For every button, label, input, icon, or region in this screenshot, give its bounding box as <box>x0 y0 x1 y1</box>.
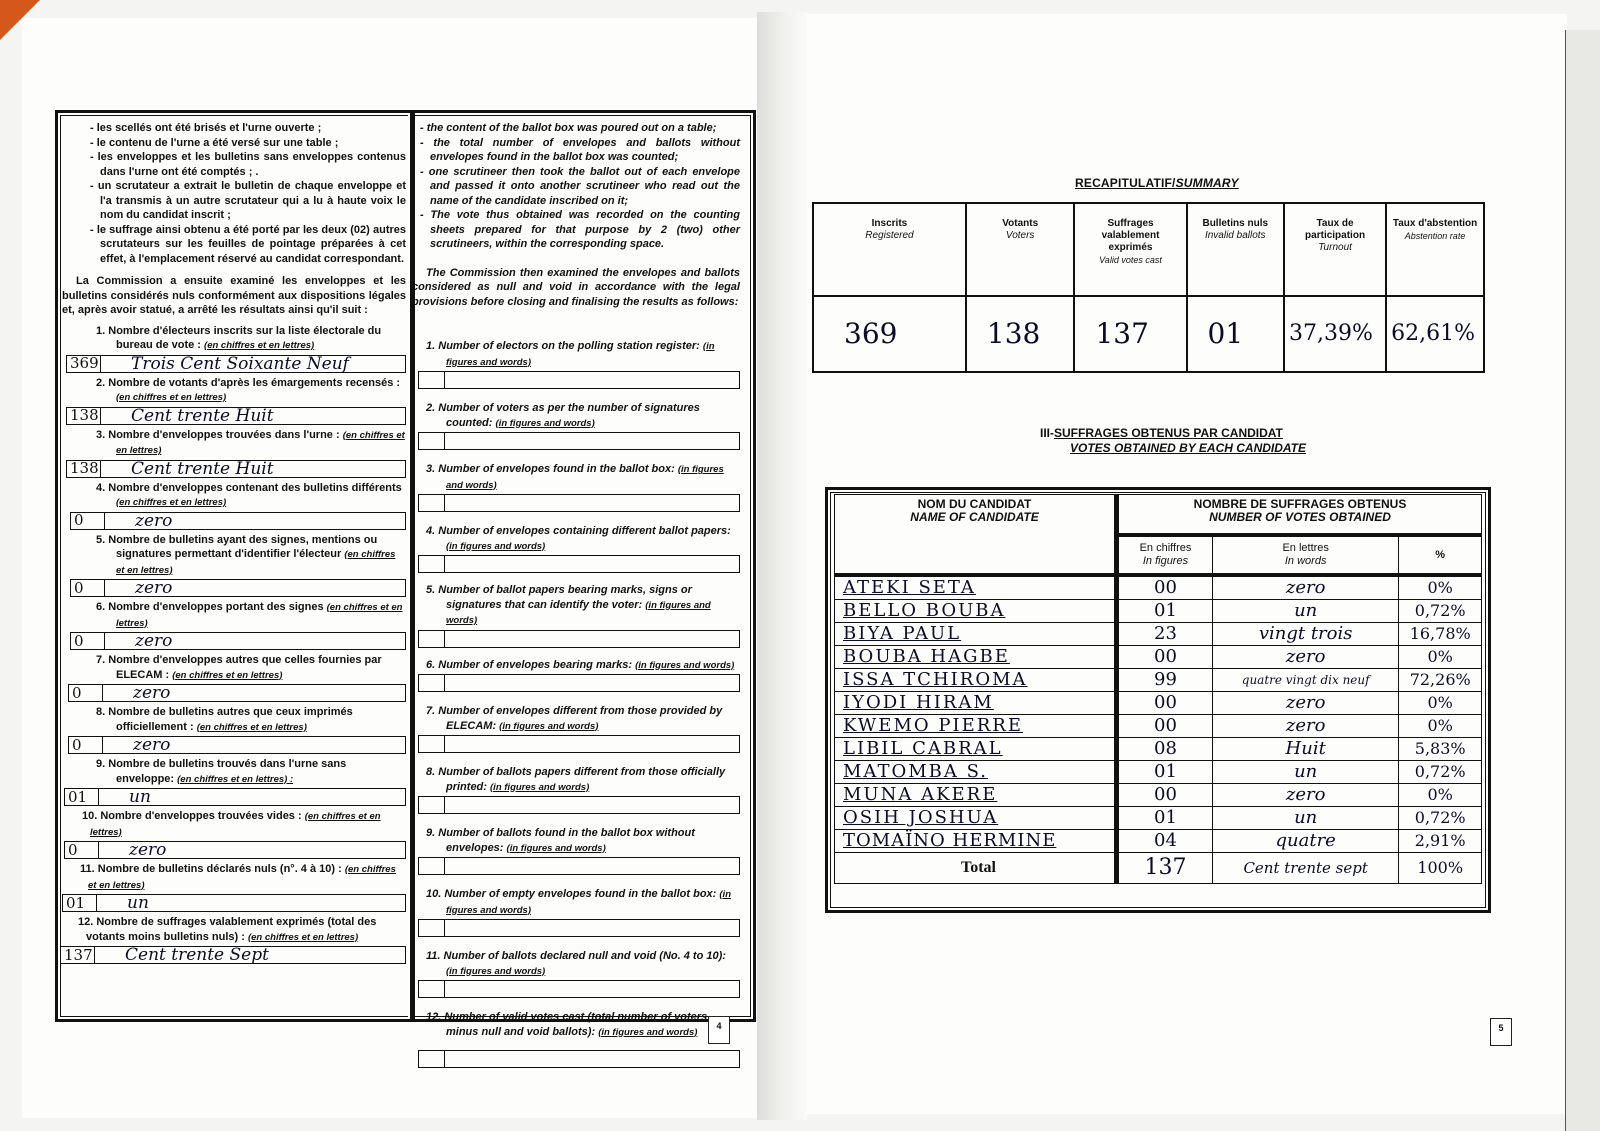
answer-field[interactable] <box>70 579 406 597</box>
answer-field-empty[interactable] <box>418 1050 740 1068</box>
minutes-form-frame <box>55 110 756 1038</box>
answer-field[interactable] <box>64 841 406 859</box>
answer-words: Cent trente Sept <box>125 945 269 965</box>
en-item-7: 7. Number of envelopes different from those provided by ELECAM: (in figures and words) <box>418 704 740 753</box>
en-bullet: - the total number of envelopes and ballots without envelopes found in the ballot box was counted; <box>420 136 740 163</box>
header-percent: % <box>1399 535 1482 575</box>
answer-field[interactable] <box>64 788 406 806</box>
header-in-figures: En chiffres In figures <box>1117 535 1213 575</box>
votes-table-frame <box>825 487 1491 913</box>
answer-words: un <box>127 893 149 913</box>
answer-words: zero <box>135 510 173 531</box>
fr-paragraph: La Commission a ensuite examiné les enveloppes et les bulletins considérés nuls conformément aux dispositions légales et, après avoir statué, a arrêté les résultats ainsi qu'il suit : <box>62 275 406 316</box>
en-bullet: - The vote thus obtained was recorded on the counting sheets prepared for that purpose by 2 (two) other scrutineers, within the corresponding space. <box>420 209 740 250</box>
answer-field-empty[interactable] <box>418 494 740 512</box>
book-gutter <box>757 12 807 1120</box>
fr-bullet: - le suffrage ainsi obtenu a été porté par les deux (02) autres scrutateurs sur les feuilles de pointage préparées à cet effet, à l'emplacement réservé au candidat correspondant. <box>90 223 406 265</box>
answer-field[interactable] <box>62 894 406 912</box>
fr-item-6: 6. Nombre d'enveloppes portant des signes (en chiffres et en lettres) 0 zero <box>88 600 406 650</box>
answer-field-empty[interactable] <box>418 919 740 937</box>
en-item-2: 2. Number of voters as per the number of signatures counted: (in figures and words) <box>418 401 740 450</box>
summary-values-row <box>813 296 1484 372</box>
answer-field-empty[interactable] <box>418 735 740 753</box>
total-row: Total 137 Cent trente sept 100% <box>835 853 1482 884</box>
header-abstention: Taux d'abstention Abstention rate <box>1386 203 1484 296</box>
summary-table <box>812 202 1485 373</box>
fr-item-10: 10. Nombre d'enveloppes trouvées vides : (en chiffres et en lettres) 0 zero <box>88 809 406 859</box>
answer-figure: 0 <box>71 633 105 649</box>
answer-field[interactable] <box>66 355 406 373</box>
fr-bullet: - le contenu de l'urne a été versé sur une table ; <box>90 136 339 149</box>
candidate-row: BELLO BOUBA 01 un 0,72% <box>835 600 1482 623</box>
candidate-row: MUNA AKERE 00 zero 0% <box>835 784 1482 807</box>
answer-field-empty[interactable] <box>418 555 740 573</box>
en-item-3: 3. Number of envelopes found in the ballot box: (in figures and words) <box>418 462 740 512</box>
answer-field[interactable] <box>68 736 406 754</box>
answer-words: zero <box>133 735 171 755</box>
fr-item-4: 4. Nombre d'enveloppes contenant des bulletins différents (en chiffres et en lettres) 0 zero <box>88 481 406 530</box>
en-item-12: 12. Number of valid votes cast (total number of voters minus null and void ballots): (in figures and words) <box>418 1010 740 1068</box>
page-number-right: 5 <box>1490 1018 1512 1046</box>
candidate-row: BIYA PAUL 23 vingt trois 16,78% <box>835 623 1482 646</box>
fr-item-5: 5. Nombre de bulletins ayant des signes, mentions ou signatures permettant d'identifier l'électeur (en chiffres et en lettres) 0 zero <box>88 533 406 598</box>
candidate-row: IYODI HIRAM 00 zero 0% <box>835 692 1482 715</box>
answer-figure: 0 <box>65 842 99 858</box>
fr-item-9: 9. Nombre de bulletins trouvés dans l'urne sans enveloppe: (en chiffres et en lettres) : 01 un <box>88 757 406 806</box>
fr-bullet: - les scellés ont été brisés et l'urne ouverte ; <box>90 122 322 134</box>
fr-item-3: 3. Nombre d'enveloppes trouvées dans l'urne : (en chiffres et en lettres) 138 Cent trente Huit <box>88 428 406 478</box>
value-turnout: 37,39% <box>1284 296 1386 372</box>
answer-field[interactable] <box>60 946 406 964</box>
answer-figure: 01 <box>63 895 97 911</box>
candidate-row: ISSA TCHIROMA 99 quatre vingt dix neuf 72,26% <box>835 669 1482 692</box>
answer-field-empty[interactable] <box>418 980 740 998</box>
en-item-9: 9. Number of ballots found in the ballot box without envelopes: (in figures and words) <box>418 826 740 875</box>
answer-figure: 138 <box>67 461 101 477</box>
en-item-1: 1. Number of electors on the polling station register: (in figures and words) <box>418 339 740 389</box>
answer-figure: 01 <box>65 789 99 805</box>
answer-figure: 0 <box>69 737 103 753</box>
answer-words: Cent trente Huit <box>131 458 274 479</box>
answer-figure: 0 <box>71 513 105 529</box>
fr-item-11: 11. Nombre de bulletins déclarés nuls (n°. 4 à 10) : (en chiffres et en lettres) 01 un <box>88 862 406 912</box>
header-candidate-name: NOM DU CANDIDAT NAME OF CANDIDATE <box>835 495 1117 576</box>
candidate-row: BOUBA HAGBE 00 zero 0% <box>835 646 1482 669</box>
answer-field-empty[interactable] <box>418 857 740 875</box>
en-item-4: 4. Number of envelopes containing different ballot papers: (in figures and words) <box>418 524 740 573</box>
candidate-row: MATOMBA S. 01 un 0,72% <box>835 761 1482 784</box>
answer-words: zero <box>133 683 171 703</box>
header-votes-obtained: NOMBRE DE SUFFRAGES OBTENUS NUMBER OF VOTES OBTAINED <box>1117 495 1482 536</box>
header-in-words: En lettres In words <box>1212 535 1398 575</box>
answer-words: zero <box>135 578 173 598</box>
fr-item-7: 7. Nombre d'enveloppes autres que celles fournies par ELECAM : (en chiffres et en lettres) 0 zero <box>88 653 406 702</box>
value-registered: 369 <box>813 296 966 372</box>
answer-words: un <box>129 787 151 807</box>
answer-field-empty[interactable] <box>418 796 740 814</box>
answer-figure: 369 <box>67 356 101 372</box>
answer-field[interactable] <box>68 684 406 702</box>
value-abstention: 62,61% <box>1386 296 1484 372</box>
candidate-row: ATEKI SETA 00 zero 0% <box>835 575 1482 600</box>
answer-figure: 0 <box>71 580 105 596</box>
column-divider <box>408 113 415 1019</box>
header-voters: Votants Voters <box>966 203 1075 296</box>
header-invalid-ballots: Bulletins nuls Invalid ballots <box>1187 203 1284 296</box>
en-paragraph: The Commission then examined the envelopes and ballots considered as null and void in accordance with the legal provisions before closing and finalising the results as follows: <box>412 266 740 308</box>
answer-figure: 137 <box>61 947 95 963</box>
value-voters: 138 <box>966 296 1075 372</box>
fr-item-2: 2. Nombre de votants d'après les émargements recensés : (en chiffres et en lettres) 138 Cent trente Huit <box>88 376 406 425</box>
answer-field-empty[interactable] <box>418 371 740 389</box>
answer-words: Trois Cent Soixante Neuf <box>131 353 349 374</box>
answer-words: zero <box>129 840 167 860</box>
answer-words: Cent trente Huit <box>131 405 274 426</box>
fr-item-1: 1. Nombre d'électeurs inscrits sur la liste électorale du bureau de vote : (en chiffres et en lettres) 369 Trois Cent Soixante Neuf <box>88 324 406 373</box>
french-column <box>62 121 406 1011</box>
fr-item-12: 12. Nombre de suffrages valablement exprimés (total des votants moins bulletins nuls) : (en chiffres et en lettres) 137 Cent trente Sept <box>88 915 406 964</box>
en-bullet: - the content of the ballot box was poured out on a table; <box>420 122 717 134</box>
header-valid-votes: Suffrages valablement exprimés Valid votes cast <box>1074 203 1186 296</box>
answer-words: zero <box>135 631 173 651</box>
en-item-8: 8. Number of ballots papers different from those officially printed: (in figures and words) <box>418 765 740 814</box>
section-title: III-SUFFRAGES OBTENUS PAR CANDIDAT VOTES OBTAINED BY EACH CANDIDATE <box>1040 426 1307 455</box>
answer-field-empty[interactable] <box>418 630 740 648</box>
summary-title: RECAPITULATIF/SUMMARY <box>1075 176 1239 190</box>
english-column <box>412 121 740 1038</box>
votes-table <box>834 494 1482 884</box>
fr-bullet: - un scrutateur a extrait le bulletin de chaque enveloppe et l'a transmis à un autre scrutateur qui a lu à haute voix le nom du candidat inscrit ; <box>90 180 406 221</box>
answer-field-empty[interactable] <box>418 674 740 692</box>
candidate-row: OSIH JOSHUA 01 un 0,72% <box>835 807 1482 830</box>
answer-field[interactable] <box>70 512 406 530</box>
answer-field[interactable] <box>66 460 406 478</box>
answer-figure: 138 <box>67 408 101 424</box>
header-turnout: Taux de participation Turnout <box>1284 203 1386 296</box>
en-bullet: - one scrutineer then took the ballot out of each envelope and passed it onto another scrutineer who read out the name of the candidate inscribed on it; <box>420 165 740 207</box>
answer-field[interactable] <box>70 632 406 650</box>
value-valid-votes: 137 <box>1074 296 1186 372</box>
candidate-row: LIBIL CABRAL 08 Huit 5,83% <box>835 738 1482 761</box>
en-item-10: 10. Number of empty envelopes found in the ballot box: (in figures and words) <box>418 887 740 937</box>
header-registered: Inscrits Registered <box>813 203 966 296</box>
answer-field-empty[interactable] <box>418 432 740 450</box>
fr-bullet: - les enveloppes et les bulletins sans enveloppes contenus dans l'urne ont été comptés ; . <box>90 151 406 178</box>
summary-header-row <box>813 203 1484 296</box>
page-edge <box>1565 30 1600 1131</box>
fr-item-8: 8. Nombre de bulletins autres que ceux imprimés officiellement : (en chiffres et en lettres) 0 zero <box>88 705 406 754</box>
en-item-6: 6. Number of envelopes bearing marks: (in figures and words) <box>418 658 740 693</box>
en-item-5: 5. Number of ballot papers bearing marks, signs or signatures that can identify the voter: (in figures and words) <box>418 583 740 648</box>
page-number-left: 4 <box>708 1016 730 1044</box>
en-item-11: 11. Number of ballots declared null and void (No. 4 to 10): (in figures and words) <box>418 949 740 998</box>
candidate-row: TOMAÏNO HERMINE 04 quatre 2,91% <box>835 830 1482 853</box>
answer-field[interactable] <box>66 407 406 425</box>
answer-figure: 0 <box>69 685 103 701</box>
candidate-row: KWEMO PIERRE 00 zero 0% <box>835 715 1482 738</box>
value-invalid-ballots: 01 <box>1187 296 1284 372</box>
